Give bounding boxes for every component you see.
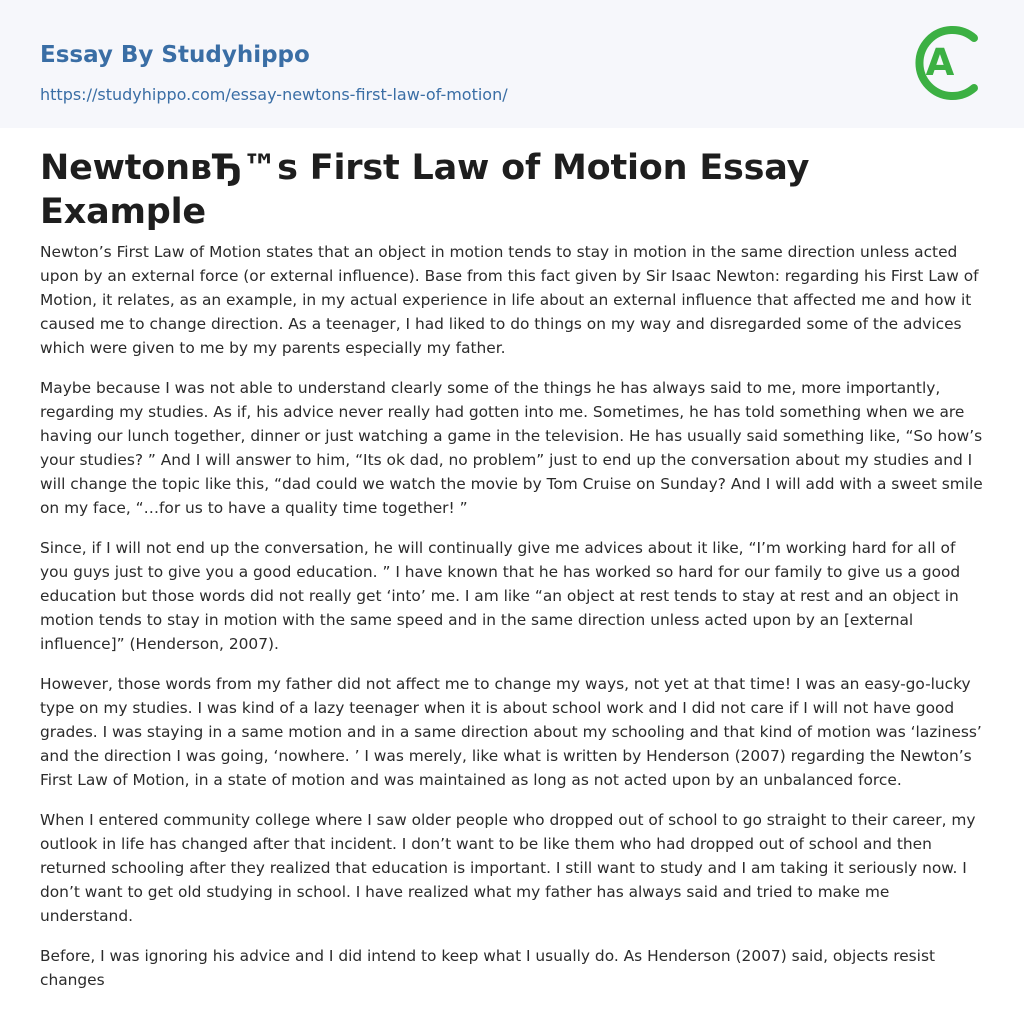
logo-letter: A (925, 41, 955, 84)
studyhippo-logo-icon[interactable] (912, 20, 986, 106)
paragraph-1: Newton’s First Law of Motion states that an object in motion tends to stay in motion in the same direction unless acted upon by an external force (or external influence). Base from this fact given by Sir Isaac Newton: regarding his First Law of Motion, it relates, as an example, in my actual experience in life about an external influence that affected me and how it caused me to change direction. As a teenager, I had liked to do things on my way and disregarded some of the advices which were given to me by my parents especially my father. (40, 243, 979, 357)
paragraph-5: When I entered community college where I saw older people who dropped out of school to go straight to their career, my outlook in life has changed after that incident. I don’t want to be like them who had dropped out of school and then returned schooling after they realized that education is important. I still want to study and I am taking it seriously now. I don’t want to get old studying in school. I have realized what my father has always said and tried to make me understand. (40, 811, 976, 925)
article-url-link[interactable]: https://studyhippo.com/essay-newtons-first-law-of-motion/ (40, 85, 508, 104)
article-body (0, 128, 1024, 992)
page-title: NewtonвЂ™s First Law of Motion Essay Example (40, 148, 810, 232)
paragraph-4: However, those words from my father did not affect me to change my ways, not yet at that time! I was an easy-go-lucky type on my studies. I was kind of a lazy teenager when it is about school work and I did not care if I will not have good grades. I was staying in a same motion and in a same direction about my schooling and that kind of motion was ‘laziness’ and the direction I was going, ‘nowhere. ’ I was merely, like what is written by Henderson (2007) regarding the Newton’s First Law of Motion, in a state of motion and was maintained as long as not acted upon by an unbalanced force. (40, 675, 982, 789)
paragraph-6: Before, I was ignoring his advice and I did intend to keep what I usually do. As Henderson (2007) said, objects resist changes (40, 947, 936, 989)
site-name[interactable]: Essay By Studyhippo (40, 42, 310, 68)
site-header (0, 0, 1024, 128)
paragraph-3: Since, if I will not end up the conversation, he will continually give me advices about it like, “I’m working hard for all of you guys just to give you a good education. ” I have known that he has worked so hard for our family to give us a good education but those words did not really get ‘into’ me. I am like “an object at rest tends to stay at rest and an object in motion tends to stay in motion with the same speed and in the same direction unless acted upon by an [external influence]” (Henderson, 2007). (40, 539, 961, 653)
paragraph-2: Maybe because I was not able to understand clearly some of the things he has always said to me, more importantly, regarding my studies. As if, his advice never really had gotten into me. Sometimes, he has told something when we are having our lunch together, dinner or just watching a game in the television. He has usually said something like, “So how’s your studies? ” And I will answer to him, “Its ok dad, no problem” just to end up the conversation about my studies and I will change the topic like this, “dad could we watch the movie by Tom Cruise on Sunday? And I will add with a sweet smile on my face, “…for us to have a quality time together! ” (40, 379, 983, 517)
